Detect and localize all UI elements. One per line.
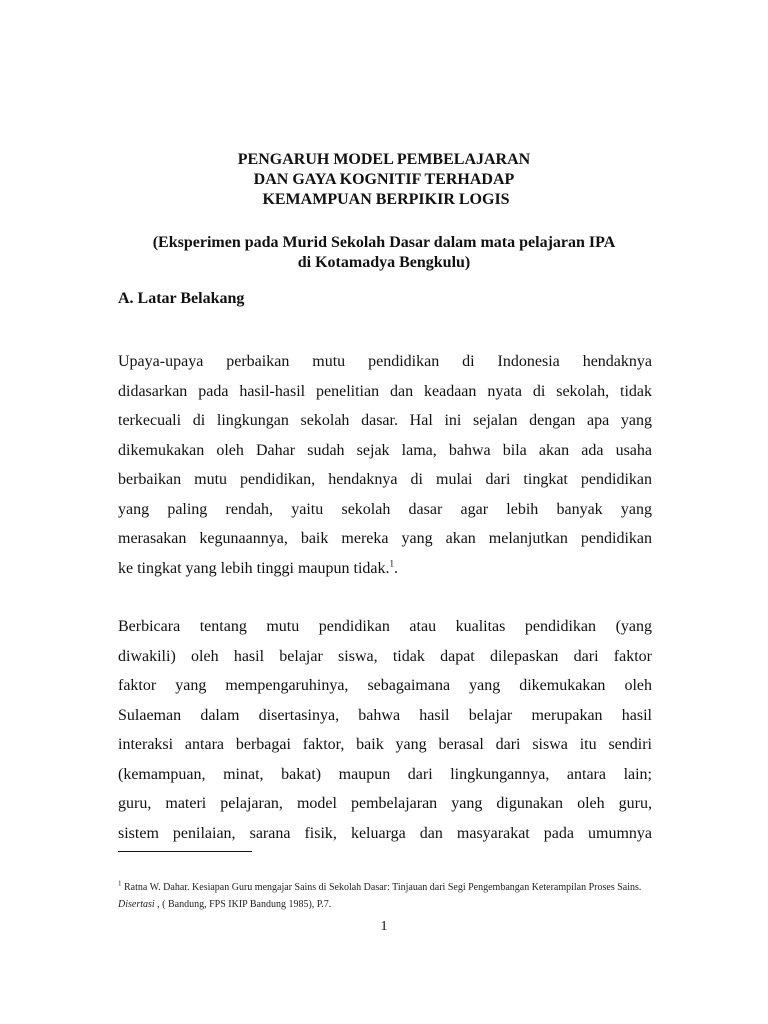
paragraph-line: sistem penilaian, sarana fisik, keluarga dan masyarakat pada umumnya <box>118 824 652 842</box>
paragraph-last-line <box>118 559 652 589</box>
paragraph-line: dikemukakan oleh Dahar sudah sejak lama, bahwa bila akan ada usaha <box>118 441 652 459</box>
paragraph-2 <box>118 617 652 853</box>
paragraph-line: guru, materi pelajaran, model pembelajaran yang digunakan oleh guru, <box>118 795 652 812</box>
footnote-reference[interactable]: 1 <box>389 558 395 569</box>
paragraph-last-line-text: ke tingkat yang lebih tinggi maupun tidak. <box>118 559 390 577</box>
title-line: KEMAMPUAN BERPIKIR LOGIS <box>258 191 510 208</box>
footnote <box>118 879 658 913</box>
paragraph-last-line-end: . <box>394 559 399 577</box>
paragraph-line: Upaya-upaya perbaikan mutu pendidikan di Indonesia hendaknya <box>118 353 652 370</box>
title-line: DAN GAYA KOGNITIF TERHADAP <box>253 171 515 188</box>
footnote-separator <box>118 851 252 852</box>
paragraph-line: Sulaeman dalam disertasinya, bahwa hasil belajar merupakan hasil <box>118 706 652 724</box>
paragraph-line: berbaikan mutu pendidikan, hendaknya di mulai dari tingkat pendidikan <box>118 471 652 488</box>
paragraph-line: terkecuali di lingkungan sekolah dasar. Hal ini sejalan dengan apa yang <box>118 412 652 429</box>
footnote-text-end: , ( Bandung, FPS IKIP Bandung 1985), P.7. <box>154 899 332 910</box>
document-subtitle <box>0 233 768 273</box>
paragraph-1 <box>118 352 652 588</box>
footnote-text: Ratna W. Dahar. Kesiapan Guru mengajar Sains di Sekolah Dasar: Tinjauan dari Segi Pengembangan Keterampilan Proses Sains. <box>121 882 642 893</box>
paragraph-line: yang paling rendah, yaitu sekolah dasar agar lebih banyak yang <box>118 500 652 518</box>
subtitle-line: (Eksperimen pada Murid Sekolah Dasar dalam mata pelajaran IPA <box>152 234 616 251</box>
paragraph-line: didasarkan pada hasil-hasil penelitian dan keadaan nyata di sekolah, tidak <box>118 382 652 400</box>
footnote-italic-text: Disertasi <box>118 899 155 910</box>
paragraph-line: faktor yang mempengaruhinya, sebagaimana yang dikemukakan oleh <box>118 677 652 694</box>
paragraph-line: interaksi antara berbagai faktor, baik yang berasal dari siswa itu sendiri <box>118 736 652 753</box>
document-title <box>0 150 768 210</box>
paragraph-line: diwakili) oleh hasil belajar siswa, tidak dapat dilepaskan dari faktor <box>118 647 652 665</box>
paragraph-line: Berbicara tentang mutu pendidikan atau kualitas pendidikan (yang <box>118 618 652 635</box>
footnote-marker: 1 <box>118 879 122 888</box>
page-number: 1 <box>380 919 388 934</box>
section-heading: A. Latar Belakang <box>118 290 245 307</box>
title-line: PENGARUH MODEL PEMBELAJARAN <box>237 151 531 168</box>
paragraph-line: merasakan kegunaannya, baik mereka yang akan melanjutkan pendidikan <box>118 530 652 547</box>
subtitle-line: di Kotamadya Bengkulu) <box>297 254 471 271</box>
paragraph-line: (kemampuan, minat, bakat) maupun dari lingkungannya, antara lain; <box>118 765 652 783</box>
